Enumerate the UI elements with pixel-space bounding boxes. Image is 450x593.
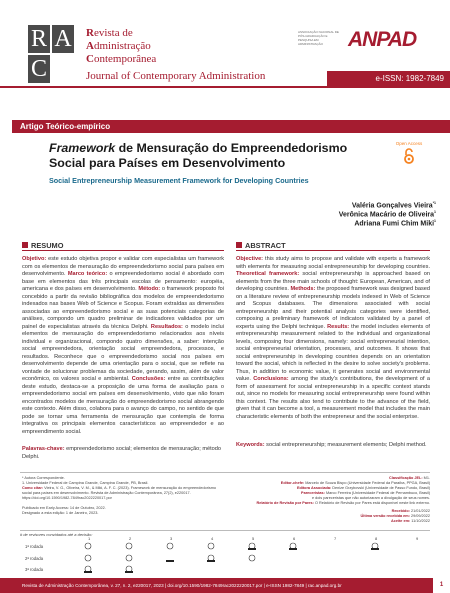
accepted-date: Aceite em: 11/10/2022	[391, 519, 430, 523]
section-label: Artigo Teórico-empírico	[20, 122, 111, 131]
round-3-label: 3ª rodada	[25, 567, 44, 572]
review-rule	[20, 530, 430, 531]
logo-letter-c: C	[28, 55, 50, 83]
author-2[interactable]: Verônica Macário de Oliveira$^1$	[338, 210, 436, 219]
corresponding-note: * Autora Correspondente.	[22, 476, 65, 480]
round-number-3: 3	[170, 536, 173, 541]
anpad-logo: ANPAD	[348, 28, 417, 51]
round-2-label: 2ª rodada	[25, 556, 44, 561]
published-note: Publicado em Early Access: 14 de Outubro, 2022.	[22, 506, 106, 510]
journal-title-en: Journal of Contemporary Administration	[86, 70, 266, 82]
reviewers-note: e dois pareceristas que não autorizaram a divulgação de seus nomes.	[312, 496, 430, 500]
resumo-body: Objetivo: este estudo objetiva propor e validar com especialistas um framework com os elementos de mensuração do empreendedorismo social para países em desenvolvimento. Marco teórico: o empreendedorismo social é abordado com base em elementos das três principais escolas de pensamento: européia, americana e dos países em desenvolvimento. Método: o framework proposto foi concebido a partir da revisão bibliográfica dos modelos de empreendedorismo indexados nas bases Web of Science e Scopus. Foram extraídas as dimensões associadas ao empreendedorismo social e as suas potenciais categorias de análises, compondo um quadro preliminar de indicadores validados por um painel de especialistas através da técnica Delphi. Resultados: o modelo inclui elementos de mensuração do empreendedorismo relacionados aos níveis individual e organizacional, compondo quatro dimensões, a saber: intenção social empreendedora, orientação social empreendedora, processos, e resultados. Reconhece que o empreendedorismo social nos países em desenvolvimento depende de uma orientação para o social, que se reflete na vontade de solucionar problemas da sociedade, gerando, assim, além de valor econômico, os valores social e ambiental. Conclusões: entre as contribuições deste estudo, destaca-se a proposição de uma forma de avaliação para o empreendedorismo social em países em desenvolvimento, visto que não foram encontrados modelos de mensuração do empreendedorismo social abrangendo este contexto. Além disso, colabora para o avanço do campo, no sentido de que pode se tornar uma ferramenta de mensuração que contempla de forma integrativa os principais elementos característicos ao empreendedor e ao empreendimento social.	[22, 256, 225, 435]
peer-review-report: Relatório de Revisão por Pares: O Relatório de Revisão por Pares está disponível neste link externo.	[256, 501, 430, 505]
reviewers: Pareceristas: Marco Ferreira (Universidade Federal de Pernambuco, Brasil)	[301, 491, 430, 495]
footnote-rule	[20, 472, 430, 473]
page-number: 1	[433, 578, 450, 593]
received-date: Recebido: 21/01/2022	[391, 509, 430, 513]
editor-in-chief: Editor-chefe: Marcelo de Souza Bispo (Universidade Federal da Paraíba, PPGA, Brasil)	[280, 481, 430, 485]
how-to-cite: Como citar: Vieira, V. G., Oliveira, V. M., & Miki, A. F. C. (2023). Framework de mensuração do empreendedorismo social para países em desenvolvimento. Revista de Administração Contemporânea, 27(2), e220017. https://doi.org/10.1590/1982-7849rac2022220017.por	[22, 486, 217, 500]
round-number-6: 6	[293, 536, 296, 541]
open-access-label: Open Access	[395, 141, 423, 146]
footnotes-left	[22, 476, 222, 516]
open-access-icon	[403, 148, 415, 164]
round-number-7: 7	[334, 536, 337, 541]
abstract-rule	[236, 250, 430, 251]
abstract-heading: ABSTRACT	[236, 241, 286, 250]
round-number-8: 8	[375, 536, 378, 541]
footer-citation[interactable]: Revista de Administração Contemporânea, v. 27, n. 2, e220017, 2023 | doi.org/10.1590/1982-7849rac2022220017.por | e-ISSN 1982-7849 | rac.anpad.org.br	[22, 583, 342, 588]
author-3[interactable]: Adriana Fumi Chim Miki$^1$	[354, 219, 436, 228]
jel-classification: Classificação JEL: M1.	[389, 476, 430, 480]
footnotes-right	[236, 476, 430, 524]
affiliation-note: 1. Universidade Federal de Campina Grande, Campina Grande, PB, Brasil.	[22, 481, 149, 485]
resumo-rule	[22, 250, 224, 251]
assigned-note: Designado a esta edição: 1 de Janeiro, 2023.	[22, 511, 99, 515]
logo-letter-r: R	[28, 25, 50, 53]
last-version-date: Última versão recebida em: 29/09/2022	[360, 514, 430, 518]
review-rounds-icons	[20, 540, 430, 576]
round-number-9: 9	[416, 536, 419, 541]
round-number-1: 1	[88, 536, 91, 541]
article-title-pt: Framework de Mensuração do Empreendedorismo Social para Países em Desenvolvimento	[49, 141, 348, 170]
journal-title-pt: Revista de Administração Contemporânea	[86, 27, 157, 65]
abstract-keywords: Keywords: social entrepreneurship; measurement elements; Delphi method.	[236, 442, 427, 448]
resumo-heading: RESUMO	[22, 241, 63, 250]
resumo-keywords: Palavras-chave: empreendedorismo social; elementos de mensuração; método Delphi.	[22, 446, 222, 460]
reviewers-invited-heading: # de revisores convidados até a decisão:	[20, 532, 93, 537]
open-access-badge[interactable]	[393, 141, 425, 164]
abstract-body: Objective: this study aims to propose and validate with experts a framework with elements for measuring social entrepreneurship for developing countries. Theoretical framework: social entrepreneurship is approached based on elements from the three main schools of thought: European, American, and of developing countries. Methods: the proposed framework was designed based on a literature review of entrepreneurship models indexed in Web of Science and Scopus databases. The dimensions associated with social entrepreneurship and their potential analysis categories were identified, composing a preliminary framework of indicators validated by a panel of experts using the Delphi technique. Results: the model includes elements of entrepreneurship measurement related to the individual and organizational levels, composing four dimensions, namely: social entrepreneurial intention, social entrepreneurial orientation, processes, and outcomes. It shows that social entrepreneurship in developing countries depends on an orientation toward the social, which is reflected in the desire to solve society's problems. Thus, in addition to economic value, it generates social and environmental value. Conclusions: among the study's contributions, the development of a form of assessment for social entrepreneurship in a specific context stands out, since no models for measuring social entrepreneurship were found within this context. The results also tend to contribute to the advance of the field, given that it can become a tool, a measurement model that includes the main characteristic elements of both the entrepreneur and the social enterprise.	[236, 256, 431, 420]
round-number-4: 4	[211, 536, 214, 541]
round-1-label: 1ª rodada	[25, 544, 44, 549]
logo-letter-a: A	[52, 25, 74, 53]
header-rule	[0, 86, 450, 88]
author-1[interactable]: Valéria Gonçalves Vieira$^{*1}$	[351, 201, 436, 210]
anpad-association-text: ASSOCIAÇÃO NACIONAL DE PÓS-GRADUAÇÃO E PESQUISA EM ADMINISTRAÇÃO	[298, 30, 339, 46]
round-number-2: 2	[129, 536, 132, 541]
issn-banner: e-ISSN: 1982-7849	[327, 71, 450, 86]
article-title-en: Social Entrepreneurship Measurement Framework for Developing Countries	[49, 176, 309, 185]
round-number-5: 5	[252, 536, 255, 541]
associate-editor: Editora Associada: Denize Grzybovski (Universidade de Passo Fundo, Brasil)	[296, 486, 430, 490]
